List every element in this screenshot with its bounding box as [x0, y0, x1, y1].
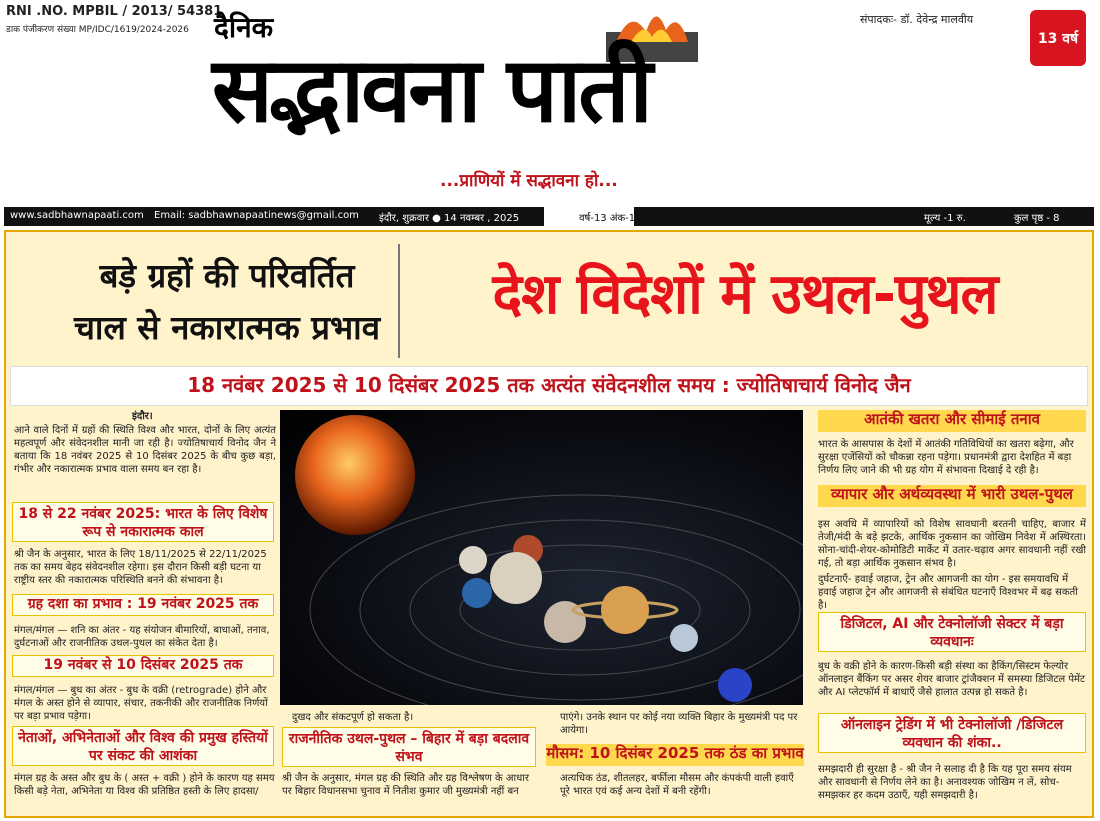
headline-left [62, 250, 392, 354]
headline-divider [398, 244, 400, 358]
terror-heading: आतंकी खतरा और सीमाई तनाव [818, 410, 1086, 432]
section-heading-1: 18 से 22 नवंबर 2025: भारत के लिए विशेष रूप से नकारात्मक काल [12, 502, 274, 542]
main-headline: देश विदेशों में उथल-पुथल [492, 262, 998, 327]
headline-left-line-1: बड़े ग्रहों की परिवर्तित [99, 256, 355, 295]
section-text-4: मंगल ग्रह के अस्त और बुध के ( अस्त + वक्री ) होने के कारण यह समय किसी बड़े नेता, अभिनेता या विश्व की प्रतिष्ठित हस्ती के लिए हादसा/ [14, 773, 275, 797]
center-caption-left: दुखद और संकटपूर्ण हो सकता है। [292, 712, 414, 723]
politics-heading: राजनीतिक उथल-पुथल – बिहार में बड़ा बदलाव संभव [282, 727, 536, 767]
dateline-place: इंदौर। [132, 411, 153, 422]
economy-text: इस अवधि में व्यापारियों को विशेष सावधानी बरतनी चाहिए, बाजार में तेजी/मंदी के बड़े झटके, आर्थिक नुकसान का जोखिम निवेश में अस्थिरता। सोना-चांदी-शेयर-कोमोडिटी मार्केट में उतार-चढ़ाव अगर सावधानी नहीं रखी गई, तो बड़ा आर्थिक नुकसान संभव है। [818, 519, 1086, 569]
rni-number: RNI .NO. MPBIL / 2013/ 54381 [6, 4, 223, 19]
page-count: कुल पृष्ठ - 8 [1014, 213, 1060, 224]
section-text-2: मंगल/मंगल — शनि का अंतर - यह संयोजन बीमारियों, बाधाओं, तनाव, दुर्घटनाओं और राजनीतिक उथल-पुथल का संकेत देता है। [14, 625, 270, 649]
planets-illustration [280, 410, 803, 705]
digital-text: बुध के वक्री होने के कारण-किसी बड़ी संस्था का हैकिंग/सिस्टम फेल्योर ऑनलाइन बैंकिंग पर असर शेयर बाजार ट्रांजैक्शन में समस्या डिजिटल पेमेंट और AI प्लेटफॉर्म में बाधाएँ जैसे हालात उत्पन्न हो सकते है। [818, 661, 1086, 698]
anniversary-badge: 13 वर्ष [1030, 10, 1086, 66]
registration-number: डाक पंजीकरण संख्या MP/IDC/1619/2024-2026 [6, 25, 189, 35]
volume-issue: वर्ष-13 अंक-196 [579, 213, 648, 224]
masthead-prefix: दैनिक [214, 11, 274, 44]
section-text-3: मंगल/मंगल — बुध का अंतर - बुध के वक्री (retrograde) होने और मंगल के अस्त होने से व्यापार, संचार, तकनीकी और राजनीतिक निर्णयों पर बड़ा प्रभाव पड़ेगा। [14, 685, 268, 722]
economy-heading: व्यापार और अर्थव्यवस्था में भारी उथल-पुथल [818, 485, 1086, 507]
trading-text: समझदारी ही सुरक्षा है - श्री जैन ने सलाह दी है कि यह पूरा समय संयम और सावधानी से निर्णय लेने का है। अनावश्यक जोखिम न लें, सोच-समझकर हर कदम उठाएँ, यही समझदारी है। [818, 764, 1072, 801]
terror-text: भारत के आसपास के देशों में आतंकी गतिविधियों का खतरा बढ़ेगा, और सुरक्षा एजेंसियों को चौकन्ना रहना पड़ेगा। प्रधानमंत्री द्वारा देशहित में बड़ा निर्णय लिए जाने की भी ग्रह योग में संभावना दिखाई दे रही है। [818, 439, 1074, 476]
accidents-text: दुर्घटनाएँ- हवाई जहाज, ट्रेन और आगजनी का योग - इस समयावधि में हवाई जहाज ट्रेन और आगजनी से संबंधित घटनाएँ विश्वभर में बढ़ सकती है। [818, 574, 1078, 611]
website-link[interactable]: www.sadbhawnapaati.com [10, 210, 144, 221]
email-link[interactable]: Email: sadbhawnapaatinews@gmail.com [154, 210, 359, 221]
weather-heading: मौसम: 10 दिसंबर 2025 तक ठंड का प्रभाव [546, 744, 804, 766]
politics-text: श्री जैन के अनुसार, मंगल ग्रह की स्थिति और ग्रह विश्लेषण के आधार पर बिहार विधानसभा चुनाव में नितीश कुमार जी मुख्यमंत्री नहीं बन [282, 773, 529, 797]
intro-paragraph: आने वाले दिनों में ग्रहों की स्थिति विश्व और भारत, दोनों के लिए अत्यंत महत्वपूर्ण और संवेदनशील मानी जा रही है। ज्योतिषाचार्य विनोद जैन ने बताया कि 18 नवंबर 2025 से 10 दिसंबर 2025 के बीच कुछ बड़ा, गंभीर और नकारात्मक प्रभाव वाला समय बन रहा है। [14, 425, 276, 475]
headline-left-line-2: चाल से नकारात्मक प्रभाव [73, 308, 381, 347]
editor-credit: संपादकः- डॉ. देवेन्द्र मालवीय [860, 13, 974, 26]
info-bar [4, 207, 1094, 226]
section-heading-3: 19 नवंबर से 10 दिसंबर 2025 तक [12, 655, 274, 677]
digital-heading: डिजिटल, AI और टेक्नोलॉजी सेक्टर में बड़ा व्यवधानः [818, 612, 1086, 652]
price: मूल्य -1 रु. [924, 213, 966, 224]
center-caption-right: पाएंगे। उनके स्थान पर कोई नया व्यक्ति बिहार के मुख्यमंत्री पद पर आयेगा। [560, 712, 798, 736]
trading-heading: ऑनलाइन ट्रेडिंग में भी टेक्नोलॉजी /डिजिटल व्यवधान की शंका.. [818, 713, 1086, 753]
weather-text: अत्यधिक ठंड, शीतलहर, बर्फीला मौसम और कंपकंपी वाली हवाएँ पूरे भारत एवं कई अन्य देशों में बनी रहेंगी। [560, 773, 794, 797]
newspaper-title: सद्भावना पाती [212, 38, 650, 143]
section-heading-2: ग्रह दशा का प्रभाव : 19 नवंबर 2025 तक [12, 594, 274, 616]
solar-system-image [280, 410, 803, 705]
section-text-1: श्री जैन के अनुसार, भारत के लिए 18/11/2025 से 22/11/2025 तक का समय बेहद संवेदनशील रहेगा। इस दौरान किसी बड़ी घटना या राष्ट्रीय स्तर की नकारात्मक परिस्थिति बनने की संभावना है। [14, 549, 267, 586]
dateline: इंदौर, शुक्रवार ● 14 नवम्बर , 2025 [379, 213, 520, 224]
section-heading-4: नेताओं, अभिनेताओं और विश्व की प्रमुख हस्तियों पर संकट की आशंका [12, 726, 274, 766]
tagline: ...प्राणियों में सद्भावना हो... [440, 171, 618, 191]
subheadline: 18 नवंबर 2025 से 10 दिसंबर 2025 तक अत्यंत संवेदनशील समय : ज्योतिषाचार्य विनोद जैन [187, 373, 911, 397]
